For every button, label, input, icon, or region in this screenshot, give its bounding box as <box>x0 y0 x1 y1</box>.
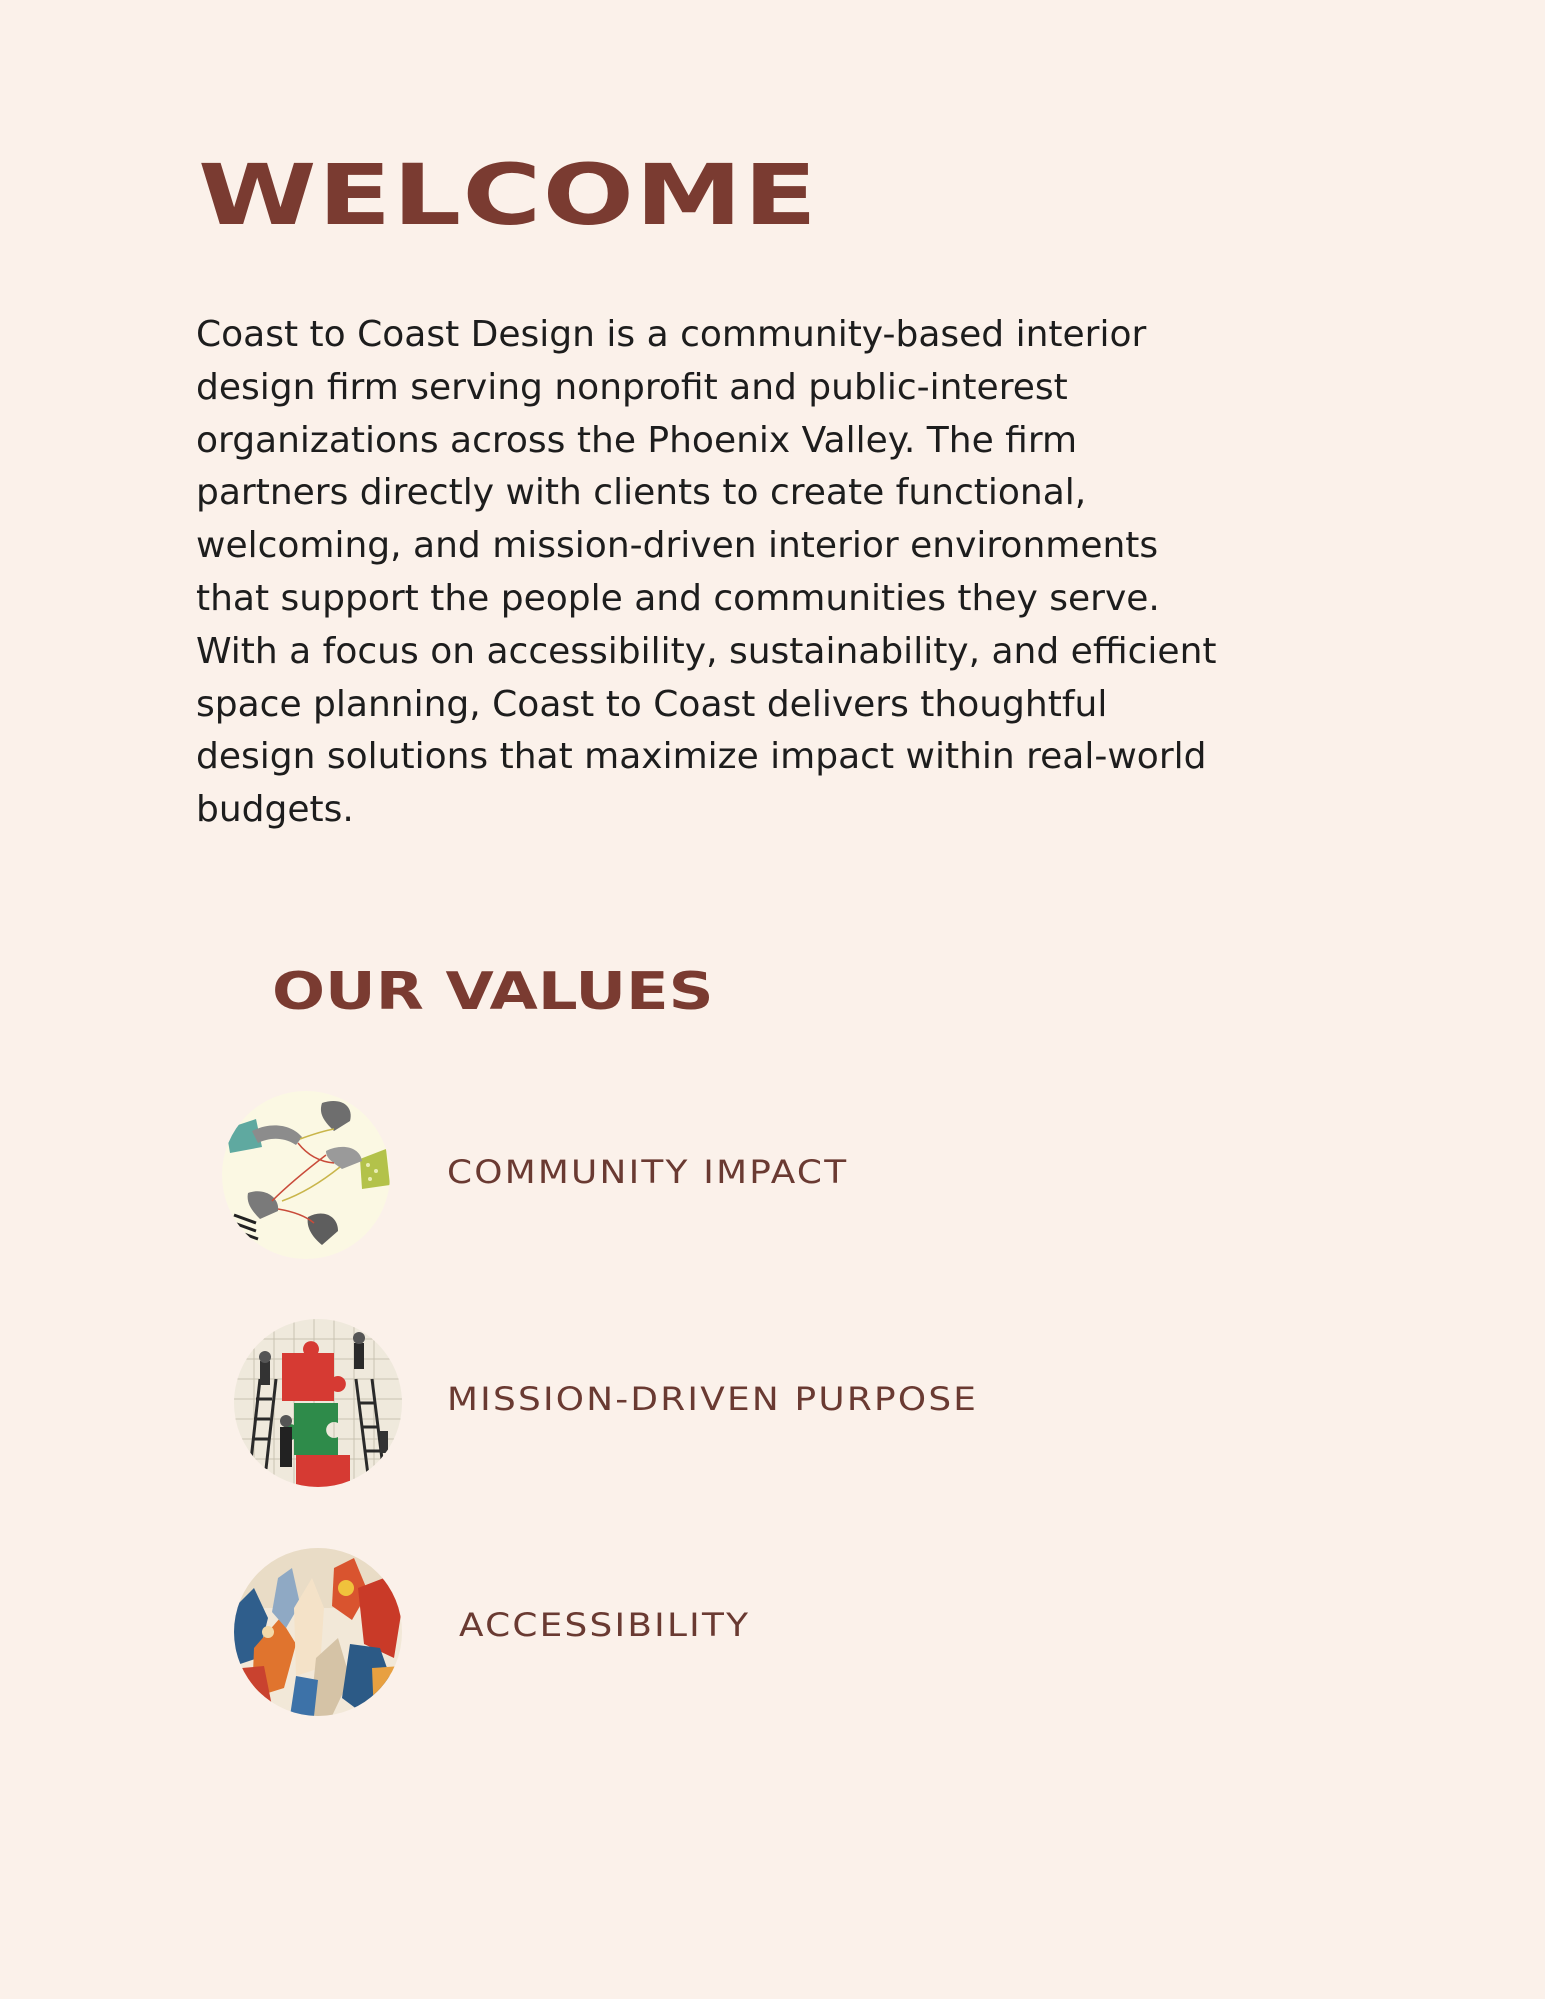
value-label-accessibility: ACCESSIBILITY <box>459 1606 751 1644</box>
puzzle-teamwork-collage-icon <box>234 1319 402 1487</box>
welcome-title: WELCOME <box>198 146 819 244</box>
value-label-mission-driven-purpose: MISSION-DRIVEN PURPOSE <box>447 1380 979 1418</box>
values-title: OUR VALUES <box>272 962 714 1022</box>
intro-paragraph: Coast to Coast Design is a community-based interior design firm serving nonprofit and public-interest organizations across the Phoenix Valley. The firm partners directly with clients to create functional, welcoming, and mission-driven interior environments that support the people and communities they serve. With a focus on accessibility, sustainability, and efficient space planning, Coast to Coast delivers thoughtful design solutions that maximize impact within real-world budgets. <box>196 314 1217 831</box>
raised-painted-hands-collage-icon <box>234 1548 402 1716</box>
value-label-community-impact: COMMUNITY IMPACT <box>447 1153 849 1191</box>
connected-hands-collage-icon <box>222 1091 390 1259</box>
